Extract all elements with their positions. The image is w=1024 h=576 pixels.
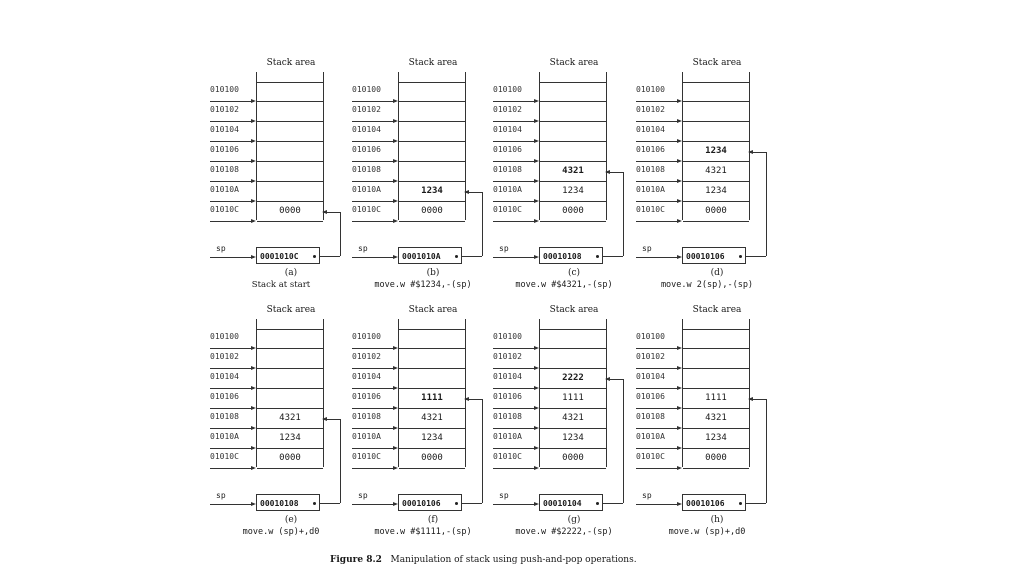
stack-cell: 1234 [683, 182, 749, 202]
address-label: 010106 [493, 145, 522, 154]
address-arrow [493, 181, 537, 182]
stack-cell [257, 102, 323, 122]
address-arrow [636, 181, 680, 182]
address-label: 010102 [493, 105, 522, 114]
address-label: 010108 [352, 165, 381, 174]
address-arrow [210, 141, 254, 142]
stack-cell [257, 389, 323, 409]
address-arrow [352, 181, 396, 182]
address-arrow [636, 448, 680, 449]
address-label: 010102 [636, 105, 665, 114]
stack-cell: 0000 [540, 202, 606, 222]
address-arrow [493, 428, 537, 429]
address-arrow [210, 221, 254, 222]
stack-cell [257, 82, 323, 102]
stack-top-line [257, 329, 323, 330]
stack-box [398, 319, 466, 467]
address-label: 010104 [636, 125, 665, 134]
stack-box [398, 72, 466, 220]
sp-register: 00010106 [682, 247, 746, 264]
sp-pointer-line [766, 152, 767, 256]
stack-panel [489, 305, 639, 553]
address-label: 01010A [210, 185, 239, 194]
sp-pointer-line [766, 399, 767, 503]
address-label: 01010A [352, 432, 381, 441]
address-label: 01010A [493, 185, 522, 194]
panel-letter: (e) [284, 515, 298, 525]
sp-pointer-arrow [607, 379, 623, 380]
stack-cell: 1234 [399, 429, 465, 449]
panel-letter: (c) [567, 268, 581, 278]
address-arrow [636, 161, 680, 162]
stack-cell [683, 369, 749, 389]
stack-box [539, 319, 607, 467]
address-label: 010108 [636, 412, 665, 421]
address-arrow [493, 161, 537, 162]
address-arrow [493, 448, 537, 449]
stack-panel [206, 305, 356, 553]
sp-pointer-line [746, 503, 766, 504]
stack-cell [540, 122, 606, 142]
address-arrow [352, 121, 396, 122]
address-label: 010106 [636, 392, 665, 401]
address-arrow [493, 141, 537, 142]
address-arrow [636, 388, 680, 389]
stack-cell: 4321 [257, 409, 323, 429]
address-arrow [493, 101, 537, 102]
address-label: 010106 [636, 145, 665, 154]
stack-box [256, 72, 324, 220]
stack-cell: 4321 [540, 409, 606, 429]
stack-panel [348, 58, 498, 306]
stack-area-title: Stack area [408, 58, 458, 68]
panel-caption: move.w 2(sp),-(sp) [660, 280, 754, 290]
stack-cell: 0000 [399, 449, 465, 469]
sp-arrow [352, 257, 396, 258]
address-label: 010108 [210, 165, 239, 174]
address-arrow [210, 101, 254, 102]
sp-arrow [210, 504, 254, 505]
sp-register: 00010106 [682, 494, 746, 511]
address-label: 01010A [636, 432, 665, 441]
stack-cell [257, 122, 323, 142]
stack-cell: 1111 [540, 389, 606, 409]
sp-arrow [636, 257, 680, 258]
stack-cell [257, 142, 323, 162]
sp-label: sp [642, 491, 652, 500]
figure-caption [330, 555, 730, 565]
stack-cell: 1234 [399, 182, 465, 202]
address-arrow [493, 201, 537, 202]
sp-label: sp [499, 244, 509, 253]
stack-cell [399, 329, 465, 349]
panel-letter: (a) [284, 268, 298, 278]
address-arrow [210, 428, 254, 429]
stack-area-title: Stack area [692, 305, 742, 315]
address-label: 010106 [210, 392, 239, 401]
sp-pointer-line [320, 503, 340, 504]
stack-panel [632, 58, 782, 306]
address-arrow [636, 201, 680, 202]
stack-cell [399, 349, 465, 369]
address-label: 010100 [352, 85, 381, 94]
stack-top-line [540, 329, 606, 330]
stack-cell: 0000 [540, 449, 606, 469]
address-arrow [210, 368, 254, 369]
panel-letter: (b) [426, 268, 440, 278]
stack-cell [399, 122, 465, 142]
address-label: 01010C [493, 452, 522, 461]
address-label: 010106 [352, 145, 381, 154]
address-label: 010104 [636, 372, 665, 381]
sp-pointer-arrow [466, 192, 482, 193]
address-arrow [493, 408, 537, 409]
sp-register: 00010104 [539, 494, 603, 511]
address-arrow [352, 101, 396, 102]
stack-box [682, 319, 750, 467]
sp-pointer-line [482, 192, 483, 256]
stack-area-title: Stack area [692, 58, 742, 68]
sp-pointer-line [462, 503, 482, 504]
address-label: 010102 [636, 352, 665, 361]
address-arrow [352, 428, 396, 429]
address-label: 010108 [493, 412, 522, 421]
sp-label: sp [216, 491, 226, 500]
address-label: 01010C [210, 452, 239, 461]
stack-box [256, 319, 324, 467]
stack-area-title: Stack area [549, 58, 599, 68]
stack-panel [489, 58, 639, 306]
address-arrow [210, 468, 254, 469]
stack-cell: 0000 [399, 202, 465, 222]
address-arrow [493, 121, 537, 122]
address-arrow [636, 348, 680, 349]
address-arrow [210, 408, 254, 409]
sp-register: 00010108 [256, 494, 320, 511]
address-label: 01010C [352, 452, 381, 461]
figure-caption-label: Figure 8.2 [330, 555, 382, 565]
address-arrow [636, 101, 680, 102]
sp-pointer-line [320, 256, 340, 257]
address-arrow [493, 348, 537, 349]
address-arrow [493, 221, 537, 222]
stack-box [682, 72, 750, 220]
address-arrow [352, 368, 396, 369]
address-label: 010100 [636, 85, 665, 94]
stack-cell [540, 142, 606, 162]
address-label: 010104 [352, 125, 381, 134]
sp-pointer-arrow [324, 212, 340, 213]
sp-arrow [636, 504, 680, 505]
stack-cell [540, 82, 606, 102]
stack-cell: 0000 [683, 202, 749, 222]
address-arrow [352, 221, 396, 222]
sp-pointer-arrow [466, 399, 482, 400]
address-label: 010108 [210, 412, 239, 421]
panel-letter: (d) [710, 268, 724, 278]
sp-label: sp [358, 244, 368, 253]
panel-caption: move.w #$1111,-(sp) [374, 527, 472, 537]
stack-area-title: Stack area [266, 58, 316, 68]
address-arrow [352, 348, 396, 349]
address-arrow [636, 121, 680, 122]
address-arrow [210, 348, 254, 349]
panel-caption: move.w #$2222,-(sp) [515, 527, 613, 537]
address-label: 010102 [210, 105, 239, 114]
stack-cell: 0000 [257, 202, 323, 222]
sp-arrow [210, 257, 254, 258]
address-label: 010106 [210, 145, 239, 154]
stack-cell [540, 329, 606, 349]
stack-cell: 0000 [683, 449, 749, 469]
sp-pointer-line [340, 419, 341, 503]
sp-pointer-line [340, 212, 341, 256]
stack-cell [257, 162, 323, 182]
figure-caption-text: Manipulation of stack using push-and-pop operations. [390, 555, 637, 565]
address-label: 01010C [636, 452, 665, 461]
stack-top-line [540, 82, 606, 83]
address-label: 010106 [352, 392, 381, 401]
address-label: 010100 [493, 332, 522, 341]
stack-cell: 4321 [399, 409, 465, 429]
sp-pointer-line [623, 172, 624, 256]
stack-cell [257, 369, 323, 389]
stack-cell: 1234 [257, 429, 323, 449]
stack-cell [399, 142, 465, 162]
stack-cell [257, 349, 323, 369]
sp-pointer-line [603, 503, 623, 504]
stack-cell: 4321 [683, 162, 749, 182]
panel-letter: (h) [710, 515, 724, 525]
address-arrow [210, 448, 254, 449]
address-label: 010100 [352, 332, 381, 341]
sp-label: sp [358, 491, 368, 500]
address-label: 010104 [210, 125, 239, 134]
address-label: 010100 [636, 332, 665, 341]
sp-pointer-line [603, 256, 623, 257]
address-label: 01010C [210, 205, 239, 214]
address-arrow [636, 141, 680, 142]
sp-arrow [493, 257, 537, 258]
stack-cell [399, 82, 465, 102]
sp-pointer-line [462, 256, 482, 257]
address-label: 010104 [352, 372, 381, 381]
address-arrow [636, 428, 680, 429]
address-label: 01010A [636, 185, 665, 194]
address-label: 01010A [352, 185, 381, 194]
panel-caption: move.w #$1234,-(sp) [374, 280, 472, 290]
address-arrow [636, 221, 680, 222]
address-arrow [352, 161, 396, 162]
stack-top-line [257, 82, 323, 83]
stack-area-title: Stack area [408, 305, 458, 315]
stack-cell [257, 329, 323, 349]
stack-panel [348, 305, 498, 553]
address-label: 010104 [210, 372, 239, 381]
sp-pointer-line [482, 399, 483, 503]
sp-register: 0001010C [256, 247, 320, 264]
address-arrow [352, 468, 396, 469]
address-arrow [636, 368, 680, 369]
stack-cell: 0000 [257, 449, 323, 469]
address-arrow [636, 468, 680, 469]
panel-letter: (g) [567, 515, 581, 525]
panel-letter: (f) [427, 515, 439, 525]
sp-pointer-line [746, 256, 766, 257]
stack-cell: 4321 [540, 162, 606, 182]
sp-label: sp [499, 491, 509, 500]
stack-cell: 1234 [683, 142, 749, 162]
address-arrow [210, 121, 254, 122]
address-arrow [210, 201, 254, 202]
sp-register: 00010108 [539, 247, 603, 264]
address-label: 01010A [493, 432, 522, 441]
stack-cell [683, 329, 749, 349]
address-label: 01010C [352, 205, 381, 214]
sp-label: sp [642, 244, 652, 253]
stack-cell: 1234 [683, 429, 749, 449]
sp-arrow [352, 504, 396, 505]
stack-cell [540, 102, 606, 122]
address-arrow [352, 388, 396, 389]
stack-cell [399, 162, 465, 182]
panel-caption: move.w (sp)+,d0 [668, 527, 746, 537]
panel-caption: Stack at start [251, 280, 311, 290]
stack-top-line [683, 329, 749, 330]
sp-register: 00010106 [398, 494, 462, 511]
sp-pointer-arrow [750, 399, 766, 400]
panel-caption: move.w #$4321,-(sp) [515, 280, 613, 290]
stack-top-line [683, 82, 749, 83]
stack-cell [540, 349, 606, 369]
stack-box [539, 72, 607, 220]
address-arrow [210, 181, 254, 182]
address-arrow [210, 388, 254, 389]
stack-panel [206, 58, 356, 306]
sp-pointer-arrow [607, 172, 623, 173]
stack-area-title: Stack area [549, 305, 599, 315]
address-label: 01010A [210, 432, 239, 441]
stack-cell [683, 349, 749, 369]
address-label: 010104 [493, 372, 522, 381]
address-arrow [210, 161, 254, 162]
address-label: 01010C [493, 205, 522, 214]
sp-pointer-arrow [324, 419, 340, 420]
address-label: 010106 [493, 392, 522, 401]
stack-cell [257, 182, 323, 202]
stack-top-line [399, 329, 465, 330]
stack-area-title: Stack area [266, 305, 316, 315]
address-label: 010108 [352, 412, 381, 421]
address-label: 010108 [636, 165, 665, 174]
address-arrow [493, 468, 537, 469]
address-label: 010100 [210, 85, 239, 94]
address-label: 010108 [493, 165, 522, 174]
stack-cell: 1111 [683, 389, 749, 409]
address-label: 010104 [493, 125, 522, 134]
address-label: 010102 [352, 352, 381, 361]
address-arrow [493, 368, 537, 369]
stack-cell [399, 369, 465, 389]
stack-cell [683, 82, 749, 102]
sp-pointer-arrow [750, 152, 766, 153]
stack-cell: 2222 [540, 369, 606, 389]
stack-panel [632, 305, 782, 553]
address-label: 010102 [210, 352, 239, 361]
stack-top-line [399, 82, 465, 83]
address-label: 010100 [493, 85, 522, 94]
address-arrow [636, 408, 680, 409]
address-arrow [352, 201, 396, 202]
address-label: 010100 [210, 332, 239, 341]
address-arrow [493, 388, 537, 389]
stack-cell [399, 102, 465, 122]
sp-label: sp [216, 244, 226, 253]
address-arrow [352, 141, 396, 142]
stack-cell [683, 102, 749, 122]
stack-cell: 1111 [399, 389, 465, 409]
address-label: 010102 [352, 105, 381, 114]
address-label: 01010C [636, 205, 665, 214]
stack-cell: 1234 [540, 429, 606, 449]
stack-cell: 4321 [683, 409, 749, 429]
address-arrow [352, 408, 396, 409]
stack-cell: 1234 [540, 182, 606, 202]
stack-cell [683, 122, 749, 142]
address-arrow [352, 448, 396, 449]
sp-register: 0001010A [398, 247, 462, 264]
panel-caption: move.w (sp)+,d0 [242, 527, 320, 537]
address-label: 010102 [493, 352, 522, 361]
sp-arrow [493, 504, 537, 505]
sp-pointer-line [623, 379, 624, 503]
